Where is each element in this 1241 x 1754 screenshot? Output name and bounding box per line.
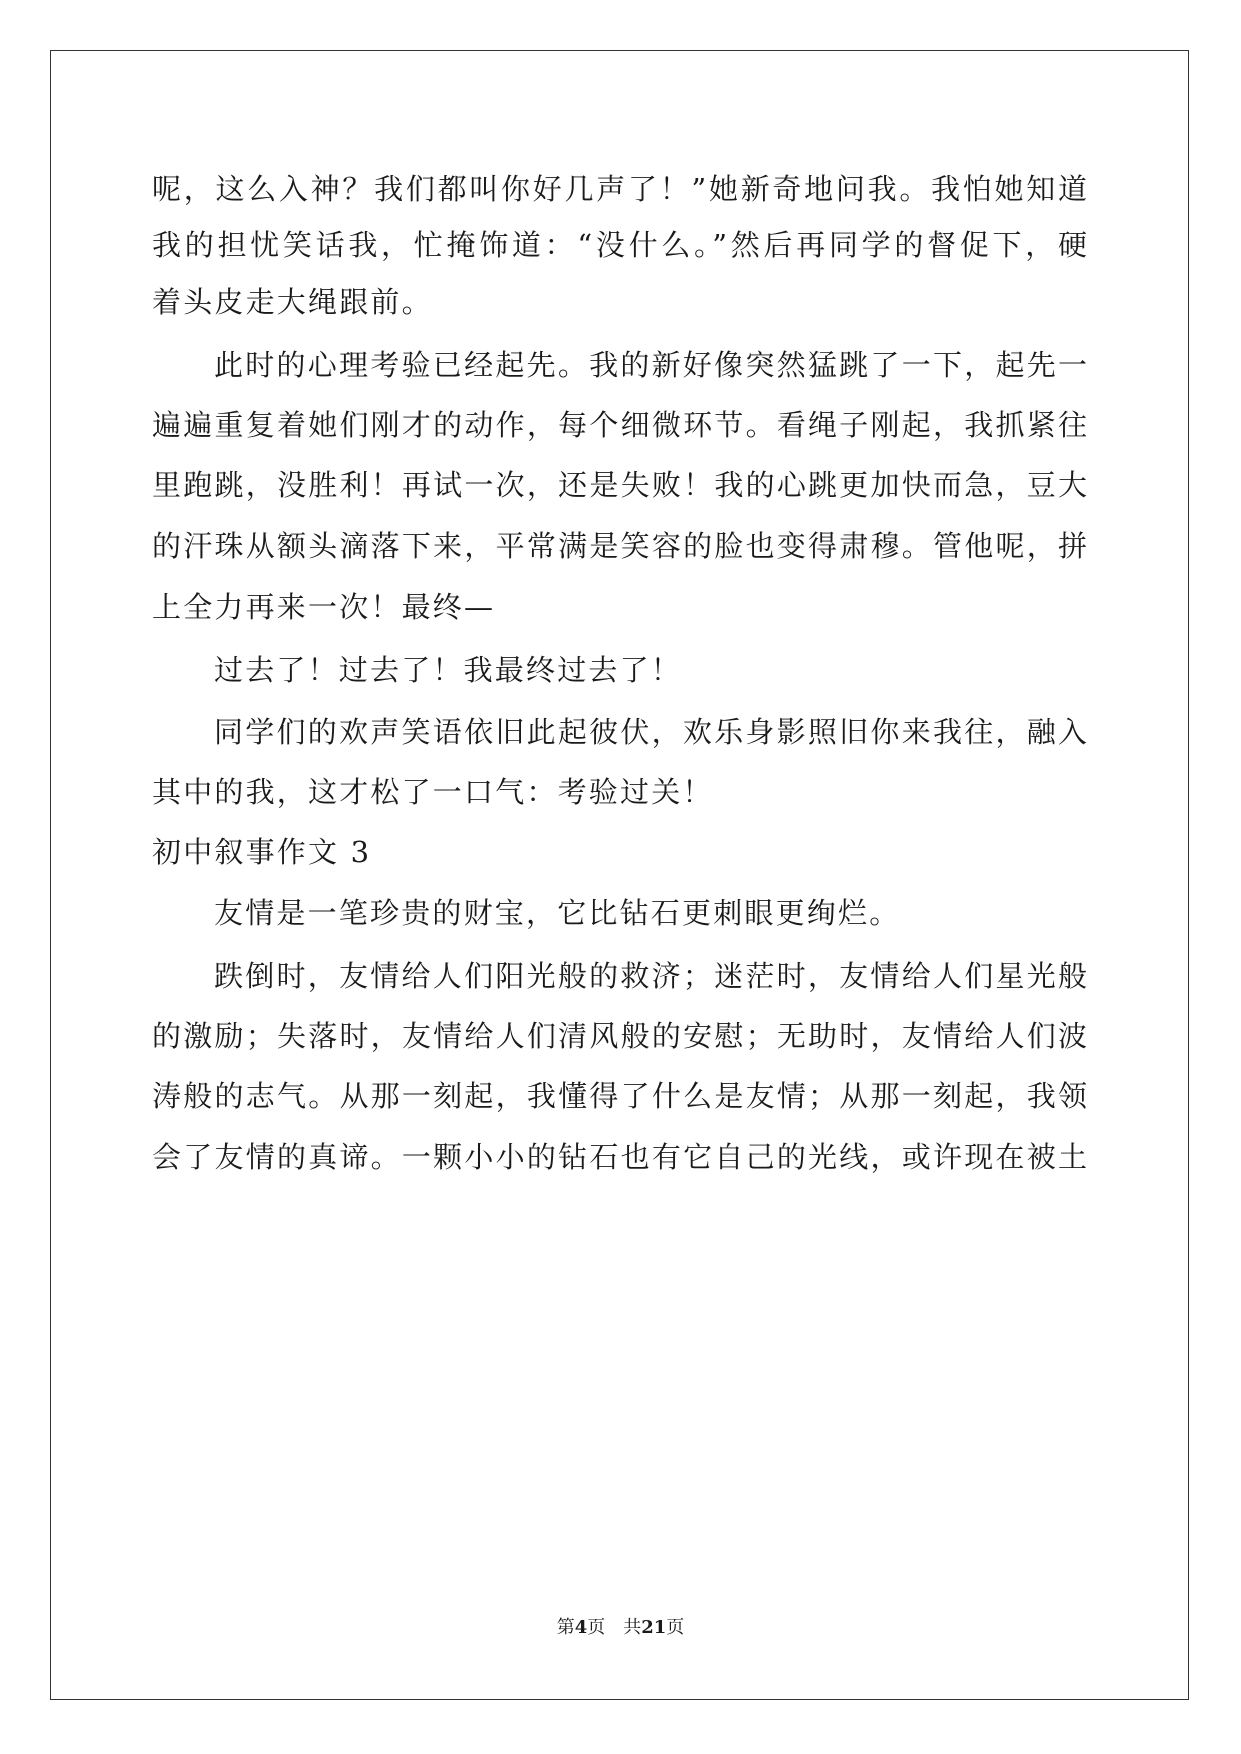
text-line: 的激励；失落时，友情给人们清风般的安慰；无助时，友情给人们波 — [152, 1019, 1087, 1053]
footer-middle: 页 共 — [587, 1617, 642, 1638]
paragraph-first-line: 友情是一笔珍贵的财宝，它比钻石更刺眼更绚烂。 — [214, 896, 901, 930]
paragraph-first-line: 跌倒时，友情给人们阳光般的救济；迷茫时，友情给人们星光般 — [214, 959, 1087, 993]
paragraph-first-line: 过去了！过去了！我最终过去了！ — [214, 653, 683, 687]
paragraph-first-line: 同学们的欢声笑语依旧此起彼伏，欢乐身影照旧你来我往，融入 — [214, 715, 1087, 749]
section-heading: 初中叙事作文 3 — [152, 835, 372, 869]
paragraph-first-line: 此时的心理考验已经起先。我的新好像突然猛跳了一下，起先一 — [214, 348, 1087, 382]
text-line: 着头皮走大绳跟前。 — [152, 285, 433, 319]
text-line: 呢，这么入神？我们都叫你好几声了！”她新奇地问我。我怕她知道 — [152, 172, 1087, 206]
text-line: 会了友情的真谛。一颗小小的钻石也有它自己的光线，或许现在被土 — [152, 1140, 1087, 1174]
footer-prefix: 第 — [556, 1617, 575, 1638]
page-number: 4 — [574, 1617, 588, 1638]
text-line: 里跑跳，没胜利！再试一次，还是失败！我的心跳更加快而急，豆大 — [152, 468, 1087, 502]
total-pages: 21 — [641, 1617, 667, 1638]
text-line: 其中的我，这才松了一口气：考验过关！ — [152, 775, 714, 809]
text-line: 上全力再来一次！最终— — [152, 590, 496, 624]
page-footer — [0, 1616, 1241, 1640]
text-line: 涛般的志气。从那一刻起，我懂得了什么是友情；从那一刻起，我领 — [152, 1079, 1087, 1113]
text-line: 的汗珠从额头滴落下来，平常满是笑容的脸也变得肃穆。管他呢，拼 — [152, 529, 1087, 563]
text-line: 我的担忧笑话我，忙掩饰道：“没什么。”然后再同学的督促下，硬 — [152, 228, 1087, 262]
footer-suffix: 页 — [666, 1617, 685, 1638]
text-line: 遍遍重复着她们刚才的动作，每个细微环节。看绳子刚起，我抓紧往 — [152, 408, 1087, 442]
